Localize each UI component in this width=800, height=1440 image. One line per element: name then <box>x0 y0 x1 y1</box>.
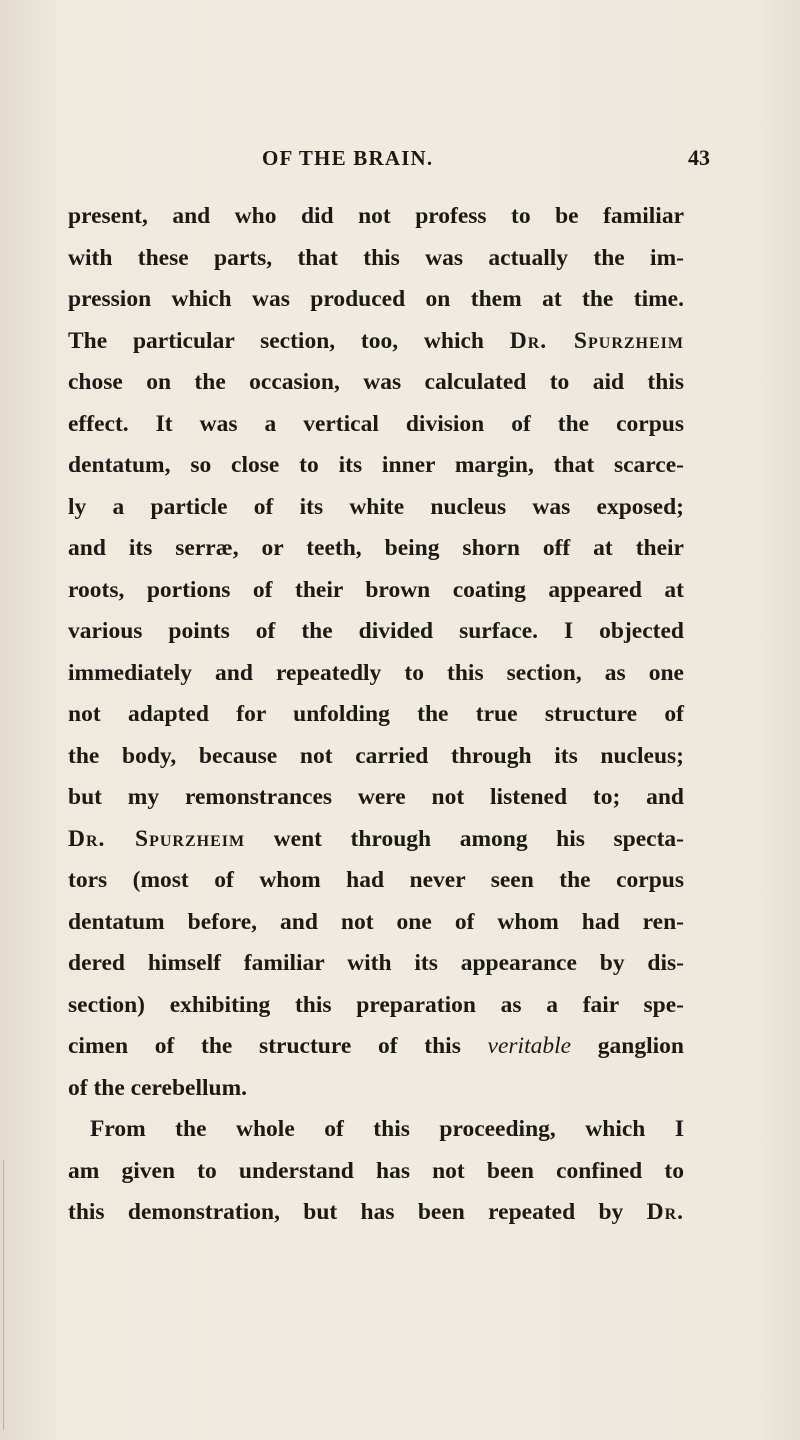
text-line: pression which was produced on them at the time. <box>68 286 684 312</box>
text-line: section) exhibiting this preparation as a fair spe- <box>68 991 684 1018</box>
page-header <box>0 146 800 176</box>
text-line: am given to understand has not been confined to <box>68 1157 684 1184</box>
text-line: present, and who did not profess to be familiar <box>68 203 684 229</box>
text-line: The particular section, too, which Dr. Spurzheim <box>68 327 684 354</box>
text-line: immediately and repeatedly to this section, as one <box>68 659 684 686</box>
text-line: chose on the occasion, was calculated to aid this <box>68 369 684 395</box>
text-line: the body, because not carried through its nucleus; <box>68 742 684 769</box>
body-text <box>68 196 684 1234</box>
text-line: roots, portions of their brown coating appeared at <box>68 576 684 603</box>
running-title: OF THE BRAIN. <box>262 146 434 170</box>
text-line: effect. It was a vertical division of the corpus <box>68 410 684 437</box>
italic-word: veritable <box>487 1033 572 1059</box>
text-line: dentatum before, and not one of whom had ren- <box>68 908 684 935</box>
text-line: not adapted for unfolding the true structure of <box>68 701 684 727</box>
text-line: dentatum, so close to its inner margin, that scarce- <box>68 452 684 478</box>
text-line: Dr. Spurzheim went through among his specta- <box>68 825 684 852</box>
text-line: cimen of the structure of this veritable ganglion <box>68 1033 684 1059</box>
text-line: this demonstration, but has been repeated by Dr. <box>68 1199 684 1225</box>
text-line: various points of the divided surface. I objected <box>68 618 684 644</box>
text-line: but my remonstrances were not listened to; and <box>68 784 684 810</box>
text-line: with these parts, that this was actually the im- <box>68 244 684 271</box>
text-line: From the whole of this proceeding, which I <box>90 1116 684 1142</box>
text-line: and its serræ, or teeth, being shorn off at their <box>68 535 684 561</box>
page-number: 43 <box>688 145 710 170</box>
person-name: Dr. <box>646 1199 684 1225</box>
text-line: dered himself familiar with its appearance by dis- <box>68 950 684 976</box>
person-name: Dr. Spurzheim <box>509 327 684 354</box>
text-line: tors (most of whom had never seen the corpus <box>68 867 684 893</box>
person-name: Dr. Spurzheim <box>68 825 246 852</box>
text-line: of the cerebellum. <box>68 1074 248 1101</box>
page-edge-line <box>3 1160 4 1430</box>
text-line: ly a particle of its white nucleus was exposed; <box>68 493 684 520</box>
